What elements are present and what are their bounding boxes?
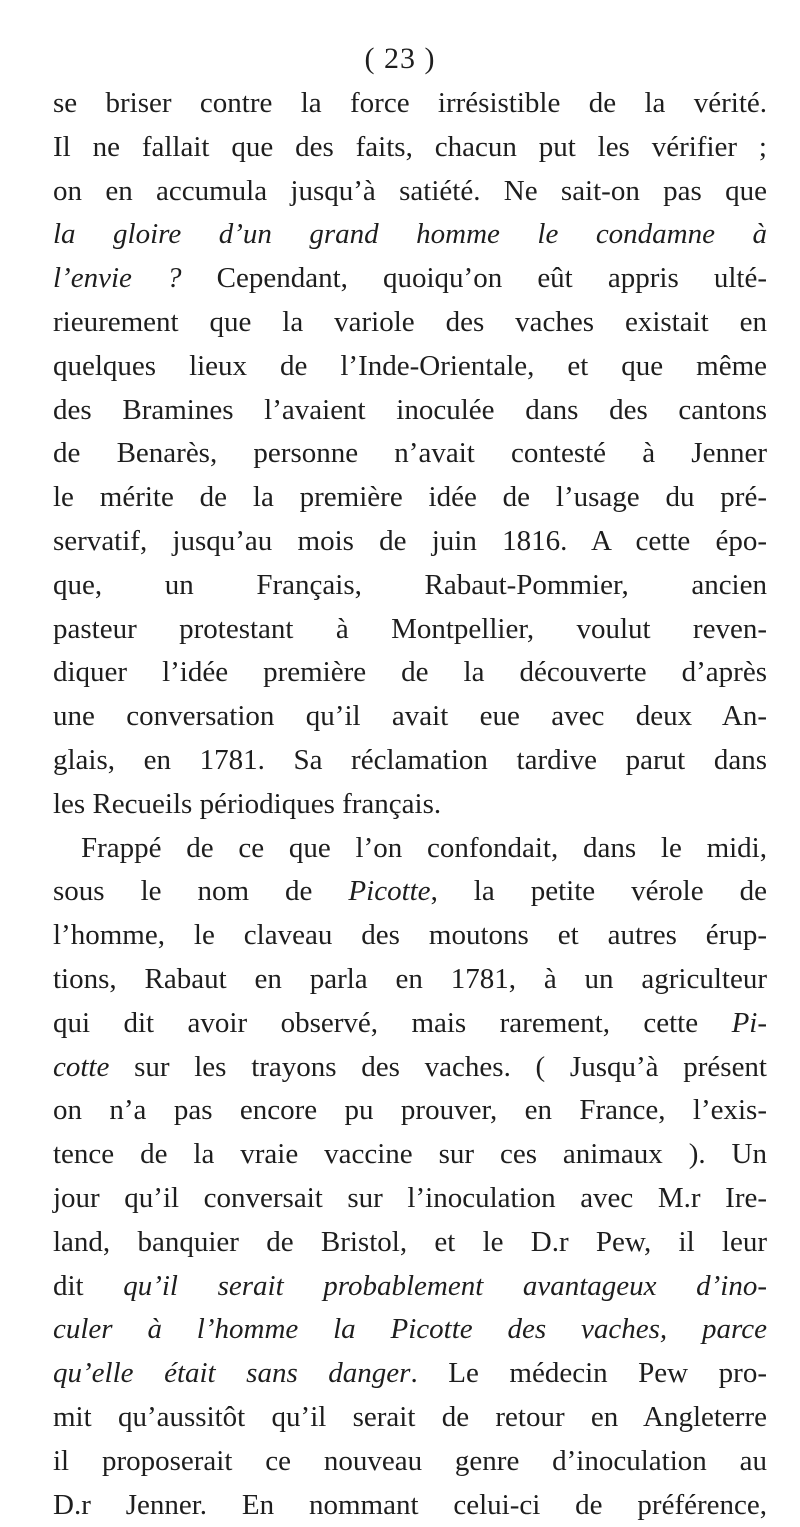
italic-text: cotte bbox=[53, 1051, 109, 1083]
body-text bbox=[53, 82, 767, 1527]
text-line bbox=[53, 1265, 767, 1309]
text-line bbox=[53, 476, 767, 520]
text-line bbox=[53, 914, 767, 958]
text-run: sur les trayons des vaches. ( Jusqu’à présent bbox=[109, 1051, 767, 1083]
text-line bbox=[53, 1440, 767, 1484]
italic-text: Pi- bbox=[732, 1007, 767, 1039]
text-line bbox=[53, 651, 767, 695]
text-run: on n’a pas encore pu prouver, en France, l’exis- bbox=[53, 1094, 767, 1126]
text-line bbox=[53, 389, 767, 433]
text-line bbox=[53, 695, 767, 739]
text-run: de Benarès, personne n’avait contesté à Jenner bbox=[53, 437, 767, 469]
text-run: D.r Jenner. En nommant celui-ci de préférence, bbox=[53, 1489, 767, 1521]
italic-text: qu’elle était sans danger bbox=[53, 1357, 410, 1389]
text-line bbox=[53, 1046, 767, 1090]
text-line bbox=[53, 82, 767, 126]
text-run: sous le nom de bbox=[53, 875, 348, 907]
text-line bbox=[53, 170, 767, 214]
text-line bbox=[53, 1396, 767, 1440]
text-run: jour qu’il conversait sur l’inoculation avec M.r Ire- bbox=[53, 1182, 767, 1214]
text-line bbox=[53, 257, 767, 301]
italic-text: qu’il serait probablement avantageux d’ino- bbox=[123, 1270, 767, 1302]
text-line bbox=[53, 1133, 767, 1177]
text-line bbox=[53, 1484, 767, 1527]
text-run: pasteur protestant à Montpellier, voulut reven- bbox=[53, 613, 767, 645]
text-line bbox=[53, 739, 767, 783]
text-line bbox=[53, 608, 767, 652]
text-line bbox=[53, 1308, 767, 1352]
text-line bbox=[53, 1352, 767, 1396]
text-run: Il ne fallait que des faits, chacun put les vérifier ; bbox=[53, 131, 767, 163]
italic-text: Picotte bbox=[348, 875, 430, 907]
text-line bbox=[53, 520, 767, 564]
text-line bbox=[53, 1089, 767, 1133]
text-run: dit bbox=[53, 1270, 123, 1302]
text-run: que, un Français, Rabaut-Pommier, ancien bbox=[53, 569, 767, 601]
text-line bbox=[53, 1221, 767, 1265]
italic-text: culer à l’homme la Picotte des vaches, parce bbox=[53, 1313, 767, 1345]
text-run: qui dit avoir observé, mais rarement, cette bbox=[53, 1007, 732, 1039]
italic-text: l’envie ? bbox=[53, 262, 182, 294]
text-line bbox=[53, 301, 767, 345]
text-run: Cependant, quoiqu’on eût appris ulté- bbox=[182, 262, 767, 294]
text-run: diquer l’idée première de la découverte d’après bbox=[53, 656, 767, 688]
text-run: tence de la vraie vaccine sur ces animaux ). Un bbox=[53, 1138, 767, 1170]
text-run: glais, en 1781. Sa réclamation tardive parut dans bbox=[53, 744, 767, 776]
text-line bbox=[53, 126, 767, 170]
text-run: se briser contre la force irrésistible de la vérité. bbox=[53, 87, 767, 119]
text-run: l’homme, le claveau des moutons et autres érup- bbox=[53, 919, 767, 951]
text-line bbox=[53, 827, 767, 871]
text-line bbox=[53, 345, 767, 389]
text-run: mit qu’aussitôt qu’il serait de retour en Angleterre bbox=[53, 1401, 767, 1433]
text-run: une conversation qu’il avait eue avec deux An- bbox=[53, 700, 767, 732]
text-line bbox=[53, 564, 767, 608]
text-line bbox=[53, 783, 767, 827]
text-line bbox=[53, 1177, 767, 1221]
text-run: quelques lieux de l’Inde-Orientale, et que même bbox=[53, 350, 767, 382]
text-run: rieurement que la variole des vaches existait en bbox=[53, 306, 767, 338]
text-run: Frappé de ce que l’on confondait, dans le midi, bbox=[81, 832, 767, 864]
text-run: , la petite vérole de bbox=[431, 875, 767, 907]
text-run: il proposerait ce nouveau genre d’inoculation au bbox=[53, 1445, 767, 1477]
text-run: servatif, jusqu’au mois de juin 1816. A cette épo- bbox=[53, 525, 767, 557]
text-line bbox=[53, 432, 767, 476]
text-run: les Recueils périodiques français. bbox=[53, 788, 441, 820]
text-line bbox=[53, 213, 767, 257]
text-line bbox=[53, 958, 767, 1002]
text-run: on en accumula jusqu’à satiété. Ne sait-on pas que bbox=[53, 175, 767, 207]
text-run: land, banquier de Bristol, et le D.r Pew, il leur bbox=[53, 1226, 767, 1258]
page-number: ( 23 ) bbox=[0, 42, 800, 76]
text-run: des Bramines l’avaient inoculée dans des cantons bbox=[53, 394, 767, 426]
text-line bbox=[53, 870, 767, 914]
italic-text: la gloire d’un grand homme le condamne à bbox=[53, 218, 767, 250]
text-run: le mérite de la première idée de l’usage du pré- bbox=[53, 481, 767, 513]
text-run: tions, Rabaut en parla en 1781, à un agriculteur bbox=[53, 963, 767, 995]
text-line bbox=[53, 1002, 767, 1046]
text-run: . Le médecin Pew pro- bbox=[410, 1357, 767, 1389]
